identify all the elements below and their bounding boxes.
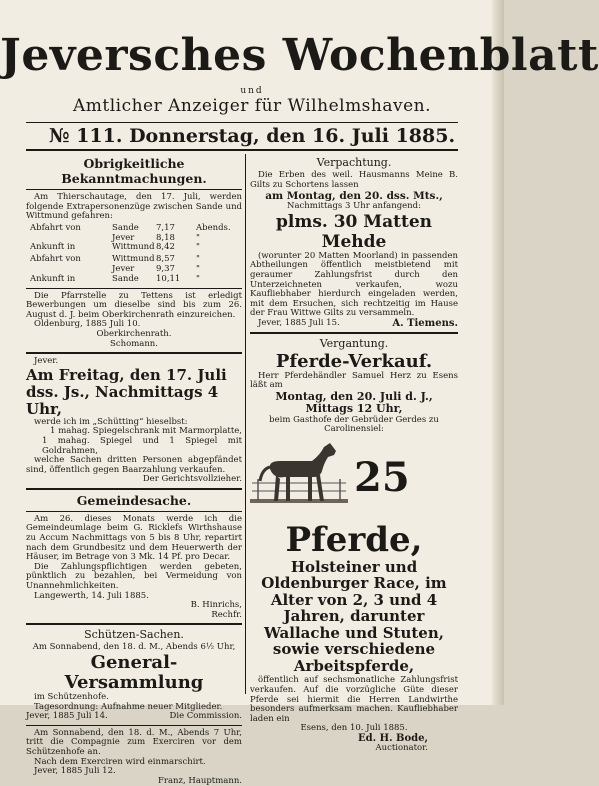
divider <box>26 288 242 289</box>
auction-text: werde ich im „Schütting“ hieselbst: <box>34 416 188 427</box>
lease-headline: plms. 30 Matten Mehde <box>275 211 433 252</box>
shooting-text: Tagesordnung: Aufnahme neuer Mitglieder. <box>34 701 223 712</box>
cell: Ankunft in <box>30 242 76 253</box>
horse-sale-text: öffentlich auf sechsmonatliche Zahlungsfrist verkaufen. Auf die vorzügliche Güte dieser Pferde sei hiermit die Herren Landwirthe besonders aufmerksam machen. Kaufliebhaber laden ein <box>250 675 458 724</box>
divider <box>26 725 242 726</box>
shooting-text: Nach dem Exerciren wird einmarschirt. <box>34 756 206 767</box>
cell: " <box>196 254 200 265</box>
masthead-subtitle: Amtlicher Anzeiger für Wilhelmshaven. <box>72 96 432 116</box>
date: Jever, 1885 Juli 14. <box>26 711 108 722</box>
shooting-footer-1 <box>26 712 242 722</box>
cell: Abends. <box>196 222 231 233</box>
official-text: Am Thierschautage, den 17. Juli, werden folgende Extrapersonenzüge zwischen Sande und Wittmund gefahren: <box>26 192 242 222</box>
divider <box>26 189 242 190</box>
divider <box>26 352 242 354</box>
lease-text: (worunter 20 Matten Moorland) in passenden Abtheilungen öffentlich meistbietend mit geraumer Zahlungsfrist durch den Unterzeichneten verkaufen, wozu Kaufliebhaber hierdurch eingeladen werden, mit dem Ersuchen, sich rechtzeitig im Hause der Frau Wittwe Gilts zu versammeln. <box>250 250 458 319</box>
cell: Jever <box>112 232 135 243</box>
section-title-official: Obrigkeitliche Bekanntmachungen. <box>61 156 207 186</box>
date: Jever, 1885 Juli 12. <box>34 766 116 777</box>
horse-sale-date: Montag, den 20. Juli d. J., Mittags 12 Uhr, <box>275 389 433 416</box>
masthead-title: Jeversches Wochenblatt <box>0 30 599 81</box>
place: Jever. <box>34 356 59 367</box>
official-date: Oldenburg, 1885 Juli 10. <box>34 319 141 330</box>
cell: 7,17 <box>156 222 175 233</box>
date: Esens, den 10. Juli 1885. <box>300 723 408 734</box>
horse-sale-text: Herr Pferdehändler Samuel Herz zu Esens läßt am <box>250 370 458 391</box>
cell: Abfahrt von <box>30 222 81 233</box>
cell: Ankunft in <box>30 273 76 284</box>
signature: B. Hinrichs, <box>190 600 242 611</box>
shooting-text: Am Sonnabend, den 18. d. M., Abends 6½ Uhr, <box>32 642 236 653</box>
cell: Sande <box>112 273 139 284</box>
auction-items: 1 mahag. Spiegelschrank mit Marmorplatte, 1 mahag. Spiegel und 1 Spiegel mit Goldrahmen, <box>42 426 242 456</box>
cell: 8,18 <box>156 232 175 243</box>
cell: 8,42 <box>156 242 175 253</box>
lease-text: Nachmittags 3 Uhr anfangend: <box>287 201 421 212</box>
parish-notice: Die Pfarrstelle zu Tettens ist erledigt Bewerbungen um dieselbe sind bis zum 26. August d. J. beim Oberkirchenrath einzureichen. <box>26 290 242 320</box>
column-divider <box>245 154 246 694</box>
section-title-lease: Verpachtung. <box>316 156 392 169</box>
auction-text: welche Sachen dritten Personen abgepfändet sind, öffentlich gegen Baarzahlung verkaufen. <box>26 455 242 475</box>
right-column <box>250 154 458 753</box>
divider <box>250 332 458 334</box>
cell: Abfahrt von <box>30 254 81 265</box>
horse-illustration <box>250 439 348 517</box>
train-table-2 <box>30 255 242 284</box>
signature: Schomann. <box>110 338 158 349</box>
horse-sale-text: beim Gasthofe der Gebrüder Gerdes zu Carolinensiel: <box>269 414 439 435</box>
signature: Die Commission. <box>169 711 242 722</box>
issue-line: № 111. Donnerstag, den 16. Juli 1885. <box>48 125 456 147</box>
cell: 9,37 <box>156 263 175 274</box>
section-title-community: Gemeindesache. <box>76 492 192 508</box>
divider <box>26 511 242 512</box>
lease-date: am Montag, den 20. dss. Mts., <box>265 190 443 203</box>
shooting-text: im Schützenhofe. <box>34 692 109 702</box>
cell: Jever <box>112 263 135 274</box>
shooting-text: Am Sonnabend, den 18. d. M., Abends 7 Uhr, tritt die Compagnie zum Exerciren vor dem Schützenhofe an. <box>26 727 242 757</box>
date: Jever, 1885 Juli 15. <box>258 317 340 328</box>
cell: Wittmund <box>112 242 155 253</box>
auction-headline: Am Freitag, den 17. Juli dss. Js., Nachmittags 4 Uhr, <box>26 365 227 418</box>
signature: Rechfr. <box>211 609 242 620</box>
lease-text: Die Erben des weil. Hausmanns Meine B. Gilts zu Schortens lassen <box>250 170 458 190</box>
horse-sale-headline: Pferde-Verkauf. <box>275 350 433 372</box>
cell: " <box>196 242 200 253</box>
horse-description: Holsteiner und Oldenburger Race, im Alter von 2, 3 und 4 Jahren, darunter Wallache und Stuten, sowie verschiedene Arbeitspferde, <box>261 557 447 675</box>
signature: Der Gerichtsvollzieher. <box>142 474 242 485</box>
lease-footer <box>250 319 458 329</box>
masthead-und: und <box>240 86 264 96</box>
section-title-auction: Vergantung. <box>319 336 389 350</box>
cell: 8,57 <box>156 254 175 265</box>
horse-count: 25 <box>354 453 410 501</box>
cell: " <box>196 263 200 274</box>
signature: Franz, Hauptmann. <box>158 775 242 786</box>
left-column <box>26 154 242 786</box>
masthead-rule-top <box>26 122 458 123</box>
cell: Wittmund <box>112 254 155 265</box>
masthead-rule-bottom <box>26 149 458 151</box>
horse-row <box>250 439 458 517</box>
community-text: Die Zahlungspflichtigen werden gebeten, pünktlich zu bezahlen, bei Vermeidung von Unannehmlichkeiten. <box>26 561 242 592</box>
horses-headline: Pferde, <box>285 519 423 560</box>
community-text: Am 26. dieses Monats werde ich die Gemeindeumlage beim G. Ricklefs Wirthshause zu Accum Nachmittags von 5 bis 8 Uhr, repartirt nach dem Grundbesitz und dem Heuerwerth der Häuser, im Betrage von 3 Mk. 14 Pf. pro Decar. <box>26 513 242 563</box>
signature: Oberkirchenrath. <box>96 328 172 339</box>
cell: " <box>196 273 200 284</box>
divider <box>26 623 242 625</box>
signature: A. Tiemens. <box>392 317 458 329</box>
divider <box>26 488 242 490</box>
cell: 10,11 <box>156 273 181 284</box>
cell: Sande <box>112 222 139 233</box>
cell: " <box>196 232 200 243</box>
section-title-shooting: Schützen-Sachen. <box>84 628 184 642</box>
signature: Ed. H. Bode, <box>358 732 428 744</box>
general-assembly-headline: General-Versammlung <box>64 652 204 693</box>
train-table-1 <box>30 224 242 253</box>
community-date: Langewerth, 14. Juli 1885. <box>34 590 149 601</box>
signature: Auctionator. <box>375 742 428 753</box>
